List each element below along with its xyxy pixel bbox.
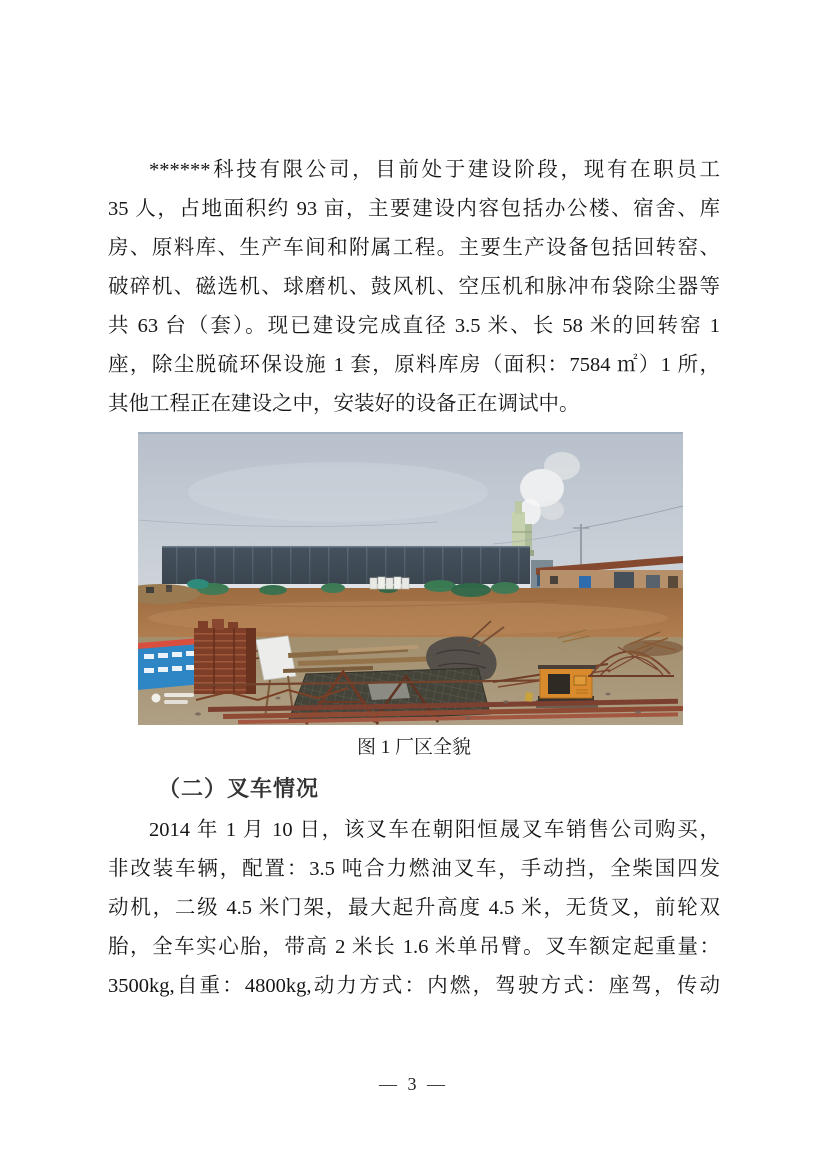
text-line: 动机，二级 4.5 米门架，最大起升高度 4.5 米，无货叉，前轮双 [108,897,720,919]
section-heading: （二）叉车情况 [158,776,320,801]
text-line: 35 人，占地面积约 93 亩，主要建设内容包括办公楼、宿舍、库 [108,198,720,220]
text-line: 其他工程正在建设之中，安装好的设备正在调试中。 [108,393,580,415]
text-line: 破碎机、磁选机、球磨机、鼓风机、空压机和脉冲布袋除尘器等 [108,276,720,298]
page-number: — 3 — [379,1074,448,1094]
paragraph-company-intro [108,151,720,424]
factory-photo-graphic [138,432,683,725]
text-line: ******科技有限公司，目前处于建设阶段，现有在职员工 [149,159,720,181]
figure-caption: 图 1 厂区全貌 [356,737,471,758]
page-content [108,151,720,1006]
factory-photo [138,432,683,725]
white-block-stack [370,577,409,589]
paragraph-forklift-info [108,811,720,1006]
text-line: 房、原料库、生产车间和附属工程。主要生产设备包括回转窑、 [108,237,720,259]
text-line: 非改装车辆，配置：3.5 吨合力燃油叉车，手动挡，全柴国四发 [108,858,720,880]
text-line: 共 63 台（套）。现已建设完成直径 3.5 米、长 58 米的回转窑 1 [108,315,720,337]
text-line: 3500kg,自重：4800kg,动力方式：内燃，驾驶方式：座驾，传动 [108,975,720,997]
text-line: 座，除尘脱硫环保设施 1 套，原料库房（面积：7584 ㎡）1 所， [108,354,720,376]
text-line: 胎，全车实心胎，带高 2 米长 1.6 米单吊臂。叉车额定起重量： [108,936,720,958]
text-line: 2014 年 1 月 10 日，该叉车在朝阳恒晟叉车销售公司购买， [149,819,720,841]
